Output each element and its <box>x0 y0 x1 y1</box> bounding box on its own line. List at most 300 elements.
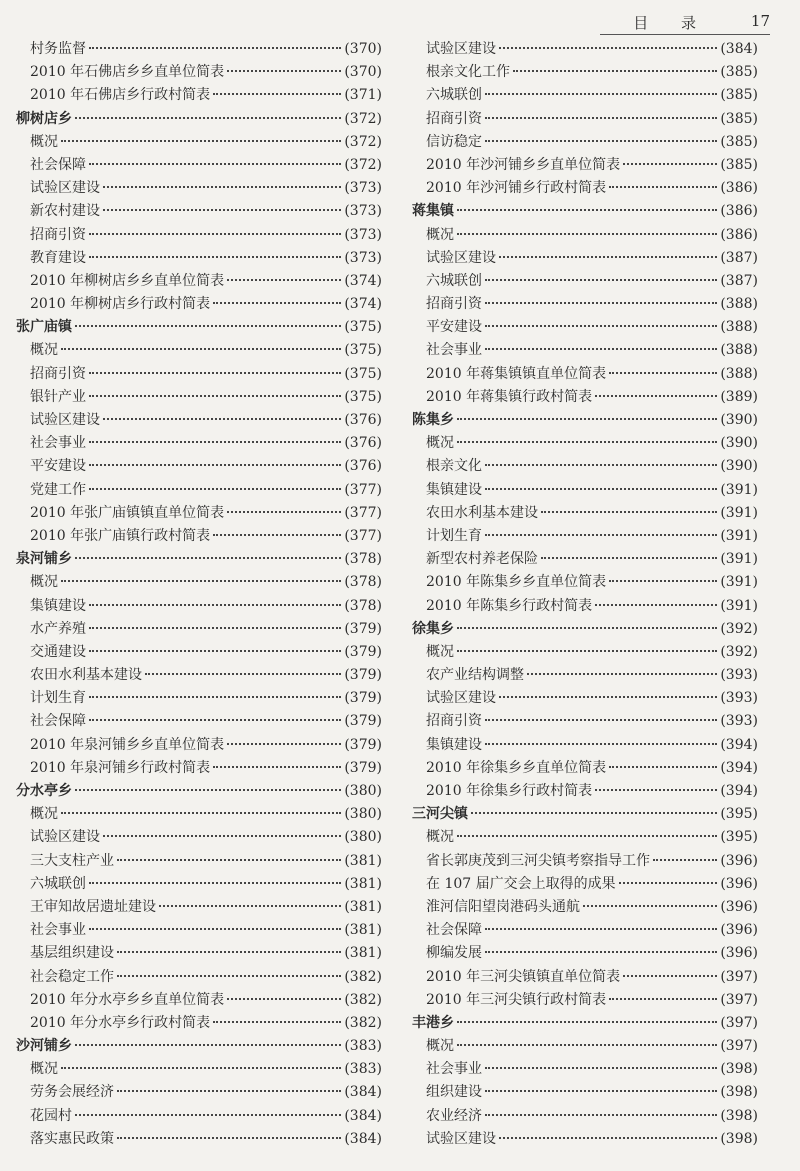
toc-entry-label: 2010 年张广庙镇镇直单位简表 <box>30 504 225 521</box>
dot-leader <box>485 718 717 721</box>
dot-leader <box>457 834 717 837</box>
toc-section-heading <box>412 1012 758 1035</box>
toc-entry-label: 根亲文化工作 <box>426 64 510 81</box>
dot-leader <box>89 927 341 930</box>
dot-leader <box>89 603 341 606</box>
toc-entry-label: 2010 年蒋集镇行政村简表 <box>426 388 593 405</box>
toc-entry-label: 新农村建设 <box>30 203 100 220</box>
toc-entry <box>16 386 382 409</box>
toc-entry-label: 计划生育 <box>30 690 86 707</box>
toc-entry <box>16 618 382 641</box>
toc-entry-label: 三河尖镇 <box>412 806 468 823</box>
toc-entry-label: 党建工作 <box>30 481 86 498</box>
toc-entry <box>16 200 382 223</box>
toc-section-heading <box>412 618 758 641</box>
toc-entry-label: 2010 年泉河铺乡乡直单位简表 <box>30 736 225 753</box>
toc-entry <box>16 363 382 386</box>
toc-entry <box>412 1035 758 1058</box>
toc-entry <box>16 641 382 664</box>
dot-leader <box>213 1020 341 1023</box>
dot-leader <box>227 997 341 1000</box>
toc-entry <box>412 780 758 803</box>
toc-entry-page: (372) <box>344 133 382 150</box>
toc-entry <box>16 270 382 293</box>
toc-entry <box>412 247 758 270</box>
toc-entry-label: 农田水利基本建设 <box>30 667 142 684</box>
dot-leader <box>609 579 717 582</box>
toc-entry <box>412 757 758 780</box>
toc-entry-page: (384) <box>344 1130 382 1147</box>
toc-entry-page: (385) <box>720 133 758 150</box>
toc-entry-label: 徐集乡 <box>412 620 454 637</box>
toc-entry-label: 招商引资 <box>426 110 482 127</box>
toc-entry-page: (386) <box>720 226 758 243</box>
toc-entry-label: 2010 年分水亭乡乡直单位简表 <box>30 991 225 1008</box>
dot-leader <box>471 811 717 814</box>
toc-section-heading <box>16 1035 382 1058</box>
toc-entry-label: 银针产业 <box>30 388 86 405</box>
toc-entry <box>16 571 382 594</box>
toc-entry-page: (387) <box>720 272 758 289</box>
dot-leader <box>499 1136 717 1139</box>
toc-entry-page: (387) <box>720 249 758 266</box>
toc-entry <box>16 919 382 942</box>
dot-leader <box>213 92 341 95</box>
toc-entry-page: (371) <box>344 87 382 104</box>
toc-entry <box>412 84 758 107</box>
dot-leader <box>513 69 717 72</box>
toc-entry-label: 概况 <box>30 1061 58 1078</box>
page-header <box>600 8 770 35</box>
toc-entry-page: (384) <box>344 1107 382 1124</box>
dot-leader <box>213 533 341 536</box>
toc-entry-label: 招商引资 <box>426 296 482 313</box>
toc-entry-label: 王审知故居遗址建设 <box>30 898 156 915</box>
toc-entry-label: 概况 <box>30 574 58 591</box>
toc-entry-label: 概况 <box>426 643 454 660</box>
toc-entry-page: (381) <box>344 898 382 915</box>
dot-leader <box>61 1066 341 1069</box>
toc-entry-label: 试验区建设 <box>426 1130 496 1147</box>
toc-entry-page: (381) <box>344 945 382 962</box>
toc-entry-page: (374) <box>344 296 382 313</box>
toc-entry-page: (388) <box>720 296 758 313</box>
dot-leader <box>485 347 717 350</box>
toc-entry-label: 教育建设 <box>30 249 86 266</box>
toc-entry-label: 泉河铺乡 <box>16 551 72 568</box>
toc-entry <box>16 710 382 733</box>
toc-entry-label: 三大支柱产业 <box>30 852 114 869</box>
toc-entry <box>16 84 382 107</box>
toc-entry-page: (398) <box>720 1130 758 1147</box>
dot-leader <box>457 232 717 235</box>
toc-entry-label: 2010 年石佛店乡乡直单位简表 <box>30 64 225 81</box>
dot-leader <box>61 811 341 814</box>
dot-leader <box>485 533 717 536</box>
dot-leader <box>485 487 717 490</box>
toc-entry-page: (397) <box>720 991 758 1008</box>
toc-entry-label: 社会保障 <box>30 713 86 730</box>
toc-entry <box>16 293 382 316</box>
toc-entry-page: (385) <box>720 64 758 81</box>
toc-entry-page: (394) <box>720 736 758 753</box>
toc-entry-label: 集镇建设 <box>426 481 482 498</box>
toc-entry-label: 2010 年徐集乡行政村简表 <box>426 783 593 799</box>
dot-leader <box>485 927 717 930</box>
dot-leader <box>117 950 341 953</box>
toc-entry-page: (375) <box>344 319 382 336</box>
toc-entry-page: (386) <box>720 203 758 220</box>
toc-entry <box>412 38 758 61</box>
toc-entry-label: 丰港乡 <box>412 1014 454 1031</box>
toc-entry <box>412 966 758 989</box>
toc-entry <box>16 734 382 757</box>
toc-entry-page: (376) <box>344 435 382 452</box>
toc-entry <box>412 502 758 525</box>
toc-entry-page: (379) <box>344 736 382 753</box>
toc-entry-label: 集镇建设 <box>30 597 86 614</box>
toc-entry-label: 概况 <box>30 342 58 359</box>
toc-entry-label: 农产业结构调整 <box>426 667 524 684</box>
dot-leader <box>159 904 341 907</box>
dot-leader <box>485 1113 717 1116</box>
toc-entry-label: 社会事业 <box>426 342 482 359</box>
toc-entry <box>412 919 758 942</box>
dot-leader <box>541 556 717 559</box>
toc-entry-page: (391) <box>720 504 758 521</box>
toc-entry-page: (393) <box>720 667 758 684</box>
toc-entry-page: (391) <box>720 527 758 544</box>
dot-leader <box>485 92 717 95</box>
toc-entry <box>16 502 382 525</box>
toc-entry-label: 概况 <box>30 133 58 150</box>
toc-entry-page: (377) <box>344 504 382 521</box>
toc-entry-label: 落实惠民政策 <box>30 1130 114 1147</box>
toc-entry-page: (398) <box>720 1084 758 1101</box>
header-page-number: 17 <box>750 12 770 30</box>
toc-entry-page: (385) <box>720 87 758 104</box>
toc-entry-page: (396) <box>720 898 758 915</box>
dot-leader <box>227 742 341 745</box>
toc-entry-page: (377) <box>344 481 382 498</box>
dot-leader <box>61 347 341 350</box>
toc-section-heading <box>16 316 382 339</box>
toc-entry <box>16 224 382 247</box>
toc-entry-label: 2010 年蒋集镇镇直单位简表 <box>426 365 607 382</box>
toc-entry-page: (376) <box>344 458 382 475</box>
dot-leader <box>485 116 717 119</box>
toc-entry-label: 2010 年陈集乡乡直单位简表 <box>426 574 607 591</box>
toc-entry <box>412 571 758 594</box>
toc-entry-page: (379) <box>344 713 382 730</box>
dot-leader <box>89 232 341 235</box>
toc-entry-page: (394) <box>720 783 758 799</box>
dot-leader <box>485 278 717 281</box>
dot-leader <box>227 278 341 281</box>
toc-entry-page: (391) <box>720 481 758 498</box>
toc-entry-label: 新型农村养老保险 <box>426 551 538 568</box>
toc-entry-page: (396) <box>720 922 758 939</box>
toc-entry-label: 分水亭乡 <box>16 783 72 799</box>
dot-leader <box>103 185 341 188</box>
toc-entry <box>16 154 382 177</box>
toc-entry <box>16 942 382 965</box>
dot-leader <box>103 417 341 420</box>
dot-leader <box>485 324 717 327</box>
toc-entry-label: 2010 年张广庙镇行政村简表 <box>30 527 211 544</box>
toc-entry-page: (384) <box>344 1084 382 1101</box>
toc-entry <box>412 989 758 1012</box>
toc-entry-page: (391) <box>720 551 758 568</box>
toc-entry <box>412 154 758 177</box>
dot-leader <box>457 417 717 420</box>
dot-leader <box>75 116 341 119</box>
toc-entry-page: (396) <box>720 852 758 869</box>
toc-entry-label: 概况 <box>30 806 58 823</box>
dot-leader <box>623 974 717 977</box>
toc-entry-page: (373) <box>344 249 382 266</box>
dot-leader <box>75 1113 341 1116</box>
toc-entry-label: 社会事业 <box>426 1061 482 1078</box>
toc-entry-label: 农田水利基本建设 <box>426 504 538 521</box>
toc-entry-label: 蒋集镇 <box>412 203 454 220</box>
toc-entry-label: 试验区建设 <box>426 690 496 707</box>
dot-leader <box>595 788 717 791</box>
dot-leader <box>89 46 341 49</box>
toc-entry-label: 柳树店乡 <box>16 110 72 127</box>
toc-entry <box>16 757 382 780</box>
toc-entry <box>412 1058 758 1081</box>
toc-entry-label: 根亲文化 <box>426 458 482 475</box>
toc-entry-label: 社会事业 <box>30 435 86 452</box>
toc-entry-page: (389) <box>720 388 758 405</box>
dot-leader <box>499 255 717 258</box>
toc-entry-label: 概况 <box>426 829 454 846</box>
toc-entry-page: (398) <box>720 1107 758 1124</box>
toc-entry-label: 沙河铺乡 <box>16 1038 72 1055</box>
toc-entry-label: 村务监督 <box>30 41 86 57</box>
toc-entry-page: (370) <box>344 64 382 81</box>
toc-entry-label: 概况 <box>426 1038 454 1055</box>
dot-leader <box>89 695 341 698</box>
toc-entry-page: (390) <box>720 435 758 452</box>
toc-entry-page: (379) <box>344 690 382 707</box>
toc-entry <box>412 687 758 710</box>
toc-entry-page: (380) <box>344 806 382 823</box>
toc-entry-label: 2010 年陈集乡行政村简表 <box>426 597 593 614</box>
toc-entry-label: 社会事业 <box>30 922 86 939</box>
toc-entry-page: (392) <box>720 643 758 660</box>
dot-leader <box>213 301 341 304</box>
dot-leader <box>117 858 341 861</box>
toc-entry <box>16 873 382 896</box>
toc-entry-page: (388) <box>720 365 758 382</box>
toc-entry-page: (383) <box>344 1061 382 1078</box>
toc-entry <box>16 61 382 84</box>
toc-entry-label: 招商引资 <box>30 365 86 382</box>
toc-entry-page: (396) <box>720 875 758 892</box>
toc-entry <box>16 966 382 989</box>
dot-leader <box>117 974 341 977</box>
toc-entry-page: (375) <box>344 365 382 382</box>
toc-entry <box>412 1081 758 1104</box>
dot-leader <box>485 1089 717 1092</box>
toc-entry <box>412 734 758 757</box>
toc-entry-label: 柳编发展 <box>426 945 482 962</box>
toc-left-column <box>16 38 382 1151</box>
dot-leader <box>75 556 341 559</box>
toc-entry-label: 试验区建设 <box>426 249 496 266</box>
toc-entry-label: 2010 年柳树店乡乡直单位简表 <box>30 272 225 289</box>
dot-leader <box>89 371 341 374</box>
toc-entry-label: 水产养殖 <box>30 620 86 637</box>
toc-entry-label: 2010 年分水亭乡行政村简表 <box>30 1014 211 1031</box>
dot-leader <box>595 603 717 606</box>
dot-leader <box>117 1089 341 1092</box>
toc-entry-label: 招商引资 <box>426 713 482 730</box>
dot-leader <box>485 139 717 142</box>
toc-entry-page: (385) <box>720 110 758 127</box>
toc-entry-label: 试验区建设 <box>30 412 100 428</box>
dot-leader <box>89 440 341 443</box>
toc-entry-page: (380) <box>344 783 382 799</box>
toc-entry <box>412 108 758 131</box>
toc-entry <box>16 247 382 270</box>
toc-entry-page: (397) <box>720 1014 758 1031</box>
toc-entry <box>412 1128 758 1151</box>
toc-entry <box>16 131 382 154</box>
toc-entry <box>412 339 758 362</box>
toc-entry-page: (396) <box>720 945 758 962</box>
dot-leader <box>117 1136 341 1139</box>
dot-leader <box>457 626 717 629</box>
toc-entry-page: (395) <box>720 806 758 823</box>
toc-entry-page: (397) <box>720 968 758 985</box>
toc-entry <box>412 432 758 455</box>
toc-entry-label: 社会保障 <box>30 156 86 173</box>
toc-entry-page: (382) <box>344 968 382 985</box>
toc-entry <box>412 316 758 339</box>
toc-entry-label: 六城联创 <box>30 875 86 892</box>
dot-leader <box>61 579 341 582</box>
toc-entry-label: 基层组织建设 <box>30 945 114 962</box>
toc-entry <box>16 479 382 502</box>
toc-entry-page: (390) <box>720 412 758 428</box>
dot-leader <box>485 463 717 466</box>
toc-entry-page: (372) <box>344 156 382 173</box>
toc-entry-page: (381) <box>344 875 382 892</box>
toc-entry <box>412 942 758 965</box>
dot-leader <box>485 1066 717 1069</box>
toc-entry-page: (374) <box>344 272 382 289</box>
toc-entry-page: (393) <box>720 713 758 730</box>
toc-entry-page: (388) <box>720 319 758 336</box>
dot-leader <box>457 208 717 211</box>
toc-entry-label: 2010 年泉河铺乡行政村简表 <box>30 759 211 776</box>
toc-entry-label: 社会保障 <box>426 922 482 939</box>
toc-entry-label: 陈集乡 <box>412 412 454 428</box>
toc-entry-page: (381) <box>344 852 382 869</box>
toc-entry-page: (378) <box>344 551 382 568</box>
toc-entry <box>16 1058 382 1081</box>
toc-entry-page: (379) <box>344 667 382 684</box>
toc-entry-page: (395) <box>720 829 758 846</box>
toc-entry-page: (394) <box>720 759 758 776</box>
toc-entry <box>412 224 758 247</box>
toc-entry <box>412 270 758 293</box>
dot-leader <box>89 649 341 652</box>
toc-entry-label: 平安建设 <box>426 319 482 336</box>
dot-leader <box>485 301 717 304</box>
toc-entry-label: 张广庙镇 <box>16 319 72 336</box>
dot-leader <box>89 487 341 490</box>
toc-entry-label: 2010 年三河尖镇行政村简表 <box>426 991 607 1008</box>
toc-entry-page: (386) <box>720 180 758 197</box>
toc-entry <box>412 293 758 316</box>
toc-entry <box>412 595 758 618</box>
toc-entry <box>16 409 382 432</box>
toc-entry-page: (382) <box>344 1014 382 1031</box>
toc-entry-page: (390) <box>720 458 758 475</box>
toc-entry <box>412 131 758 154</box>
dot-leader <box>619 881 718 884</box>
toc-entry-label: 试验区建设 <box>426 41 496 57</box>
toc-entry-page: (397) <box>720 1038 758 1055</box>
toc-entry-label: 社会稳定工作 <box>30 968 114 985</box>
toc-entry <box>412 850 758 873</box>
toc-entry <box>16 850 382 873</box>
dot-leader <box>609 185 717 188</box>
toc-section-heading <box>16 108 382 131</box>
toc-entry <box>412 386 758 409</box>
toc-entry <box>412 548 758 571</box>
toc-entry <box>412 641 758 664</box>
toc-entry-label: 花园村 <box>30 1107 72 1124</box>
dot-leader <box>75 1043 341 1046</box>
toc-entry <box>16 803 382 826</box>
toc-entry-page: (392) <box>720 620 758 637</box>
toc-entry-page: (378) <box>344 597 382 614</box>
toc-entry-page: (373) <box>344 203 382 220</box>
toc-entry <box>412 363 758 386</box>
dot-leader <box>527 672 717 675</box>
toc-entry <box>16 432 382 455</box>
dot-leader <box>227 69 341 72</box>
toc-entry-label: 招商引资 <box>30 226 86 243</box>
toc-entry <box>16 989 382 1012</box>
toc-entry <box>16 525 382 548</box>
dot-leader <box>499 695 717 698</box>
dot-leader <box>583 904 717 907</box>
toc-section-heading <box>16 548 382 571</box>
dot-leader <box>89 463 341 466</box>
toc-entry-label: 信访稳定 <box>426 133 482 150</box>
toc-entry-label: 2010 年沙河铺乡行政村简表 <box>426 180 607 197</box>
toc-entry <box>412 1105 758 1128</box>
dot-leader <box>227 510 341 513</box>
toc-entry <box>16 1081 382 1104</box>
toc-entry <box>412 61 758 84</box>
dot-leader <box>457 1020 717 1023</box>
header-title: 目 录 <box>633 14 710 32</box>
toc-entry <box>412 479 758 502</box>
dot-leader <box>653 858 717 861</box>
toc-entry-page: (385) <box>720 156 758 173</box>
toc-entry-page: (382) <box>344 991 382 1008</box>
toc-entry-page: (398) <box>720 1061 758 1078</box>
dot-leader <box>213 765 341 768</box>
dot-leader <box>145 672 341 675</box>
